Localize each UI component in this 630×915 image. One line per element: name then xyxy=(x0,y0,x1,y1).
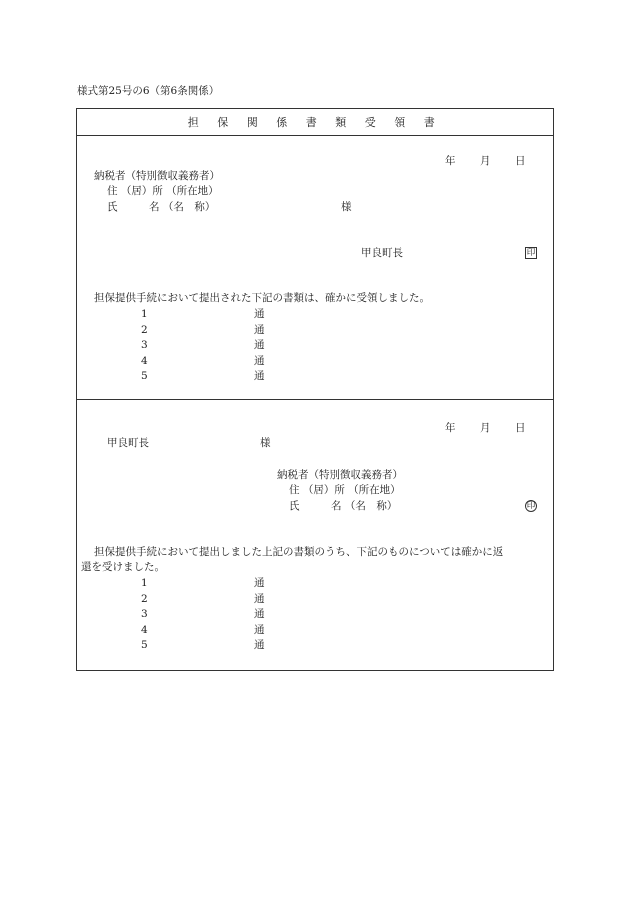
item-unit: 通 xyxy=(254,624,265,636)
item-number: 5 xyxy=(141,639,148,651)
item-number: 5 xyxy=(141,370,148,382)
item-number: 4 xyxy=(141,355,148,367)
address-label: 住 （居）所 （所在地） xyxy=(289,484,401,496)
honorific: 様 xyxy=(341,201,352,213)
item-number: 1 xyxy=(141,308,148,320)
date-month: 月 xyxy=(480,422,491,434)
address-label: 住 （居）所 （所在地） xyxy=(107,185,219,197)
item-unit: 通 xyxy=(254,593,265,605)
item-number: 1 xyxy=(141,577,148,589)
seal-round-icon: 印 xyxy=(526,501,536,511)
item-unit: 通 xyxy=(254,608,265,620)
title-divider xyxy=(77,135,553,136)
issuer-name: 甲良町長 xyxy=(361,247,403,259)
receipt-form xyxy=(76,108,554,671)
item-unit: 通 xyxy=(254,577,265,589)
date-day: 日 xyxy=(515,155,526,167)
item-number: 2 xyxy=(141,593,148,605)
receipt-statement: 担保提供手続において提出された下記の書類は、確かに受領しました。 xyxy=(94,292,430,304)
item-unit: 通 xyxy=(254,308,265,320)
item-number: 3 xyxy=(141,339,148,351)
form-number-label: 様式第25号の6（第6条関係） xyxy=(77,85,220,97)
section-divider xyxy=(77,399,553,400)
seal-square-icon: 印 xyxy=(526,248,536,258)
name-label: 氏 名 （名 称） xyxy=(107,201,216,213)
return-statement-line-1: 担保提供手続において提出しました上記の書類のうち、下記のものについては確かに返 xyxy=(94,546,504,558)
date-year: 年 xyxy=(445,155,456,167)
item-unit: 通 xyxy=(254,339,265,351)
item-number: 3 xyxy=(141,608,148,620)
item-unit: 通 xyxy=(254,639,265,651)
date-month: 月 xyxy=(480,155,491,167)
item-unit: 通 xyxy=(254,324,265,336)
form-title: 担 保 関 係 書 類 受 領 書 xyxy=(187,116,443,129)
name-label: 氏 名 （名 称） xyxy=(289,500,398,512)
addressee-name: 甲良町長 xyxy=(107,437,149,449)
date-day: 日 xyxy=(515,422,526,434)
honorific: 様 xyxy=(260,437,271,449)
return-statement-line-2: 還を受けました。 xyxy=(81,561,165,573)
taxpayer-label: 納税者（特別徴収義務者） xyxy=(277,469,403,481)
date-year: 年 xyxy=(445,422,456,434)
item-unit: 通 xyxy=(254,355,265,367)
item-unit: 通 xyxy=(254,370,265,382)
taxpayer-label: 納税者（特別徴収義務者） xyxy=(94,170,220,182)
item-number: 4 xyxy=(141,624,148,636)
item-number: 2 xyxy=(141,324,148,336)
